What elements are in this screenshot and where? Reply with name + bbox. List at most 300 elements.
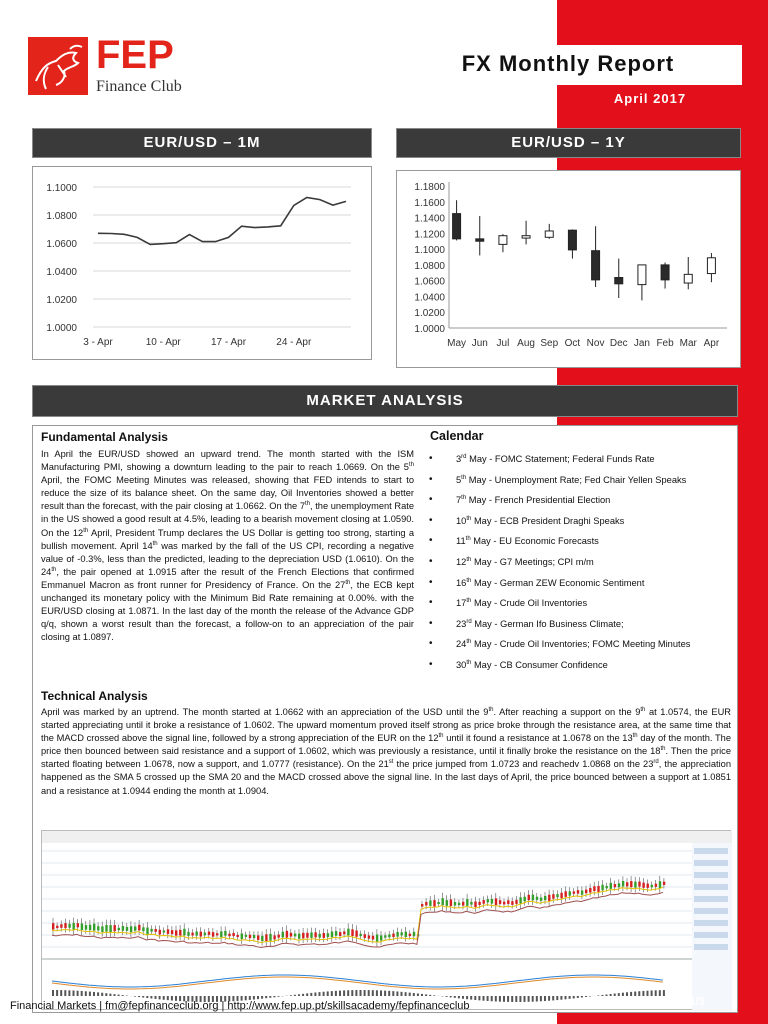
candle-body bbox=[282, 932, 284, 938]
calendar-item bbox=[429, 452, 739, 473]
candle-body bbox=[661, 265, 669, 280]
macd-histogram-bar bbox=[425, 994, 427, 996]
candle-body bbox=[655, 884, 657, 887]
macd-histogram-bar bbox=[532, 996, 534, 1002]
chart-1m bbox=[32, 166, 372, 360]
macd-histogram-bar bbox=[384, 991, 386, 996]
price-tag bbox=[694, 920, 728, 926]
x-tick-label: Nov bbox=[586, 338, 605, 349]
macd-histogram-bar bbox=[97, 992, 99, 996]
candle-body bbox=[519, 897, 521, 903]
macd-histogram-bar bbox=[585, 996, 587, 997]
candle-body bbox=[171, 930, 173, 934]
macd-histogram-bar bbox=[618, 993, 620, 996]
macd-histogram-bar bbox=[77, 991, 79, 996]
macd-histogram-bar bbox=[597, 995, 599, 996]
candle-body bbox=[319, 934, 321, 938]
candle-body bbox=[286, 931, 288, 938]
bull-logo-icon bbox=[28, 37, 88, 95]
candle-body bbox=[155, 929, 157, 932]
candle-body bbox=[376, 935, 378, 942]
candle-body bbox=[269, 934, 271, 941]
candle-body bbox=[707, 258, 715, 274]
macd-histogram-bar bbox=[101, 993, 103, 996]
footer-text: Financial Markets | fm@fepfinanceclub.org | http://www.fep.up.pt/skillsacademy/fepfinanceclub bbox=[10, 1000, 470, 1012]
candle-body bbox=[364, 934, 366, 938]
candle-body bbox=[142, 927, 144, 931]
candle-body bbox=[183, 929, 185, 936]
macd-histogram-bar bbox=[446, 996, 448, 997]
fundamental-text: In April the EUR/USD showed an upward trend. The month started with the ISM Manufacturing PMI, showing a downturn leading to the pair to reach 1.0669. On the 5th April, the FOMC Meeting Minutes was released, showing that FED intends to start to reduce the size of its balance sheet. On the same day, Oil Inventories showed a better result than the forecast, with the pair closing at 1.0662. On the 7th, the unemployment Rate in the US showed a good result at 4.5%, leading to a bearish movement closing at 1.0590. On the 12th April, President Trump declares the US Dollar is getting too strong, starting a bullish movement. April 14th was marked by the fall of the US CPI, recording a negative value of -0.3%, less than the predicted, leading to the depreciation USD (1.0610). On the 24th, the pair opened at 1.0915 after the result of the French Elections that confirmed Emmanuel Macron as front runner for Presidency of France. On the 27th, the ECB kept unchanged its monetary policy with the Minimum Bid Rate remaining at 0.00%. with the EUR/USD closing at 1.0871. In the last day of the month the release of the Advance GDP q/q, shown a worst result than the forecast, a follow-on to an appreciation of the pair closing at 1.0897. bbox=[41, 449, 414, 643]
candle-body bbox=[118, 928, 120, 930]
macd-histogram-bar bbox=[491, 996, 493, 1001]
candle-body bbox=[200, 932, 202, 937]
macd-histogram-bar bbox=[360, 990, 362, 996]
candle-body bbox=[601, 885, 603, 891]
candle-body bbox=[360, 934, 362, 936]
calendar-item-text: 12th May - G7 Meetings; CPI m/m bbox=[456, 556, 594, 567]
candle-body bbox=[446, 900, 448, 906]
candle-body bbox=[565, 891, 567, 897]
candle-body bbox=[93, 924, 95, 931]
y-tick-label: 1.0600 bbox=[46, 239, 77, 250]
candle-body bbox=[298, 934, 300, 939]
price-tag bbox=[694, 896, 728, 902]
macd-histogram-bar bbox=[314, 993, 316, 996]
x-tick-label: Jul bbox=[496, 338, 510, 349]
macd-histogram-bar bbox=[536, 996, 538, 1002]
macd-histogram-bar bbox=[503, 996, 505, 1002]
bullet-icon: • bbox=[429, 576, 433, 588]
macd-histogram-bar bbox=[610, 994, 612, 996]
macd-histogram-bar bbox=[626, 992, 628, 996]
macd-histogram-bar bbox=[511, 996, 513, 1002]
macd-histogram-bar bbox=[146, 996, 148, 998]
y-tick-label: 1.1800 bbox=[414, 182, 445, 193]
candle-body bbox=[684, 274, 692, 283]
page-number: Page 1/3 bbox=[660, 996, 705, 1008]
macd-histogram-bar bbox=[298, 994, 300, 996]
candle-body bbox=[401, 932, 403, 935]
macd-histogram-bar bbox=[478, 996, 480, 1000]
candle-body bbox=[577, 890, 579, 893]
candle-body bbox=[540, 898, 542, 901]
candle-body bbox=[528, 895, 530, 900]
macd-histogram-bar bbox=[257, 996, 259, 999]
candle-body bbox=[368, 935, 370, 938]
macd-histogram-bar bbox=[142, 996, 144, 998]
bullet-icon: • bbox=[429, 617, 433, 629]
macd-histogram-bar bbox=[302, 994, 304, 996]
candle-body bbox=[499, 900, 501, 904]
candle-body bbox=[499, 236, 507, 245]
candle-body bbox=[474, 902, 476, 908]
calendar-list bbox=[429, 452, 739, 679]
bullet-icon: • bbox=[429, 658, 433, 670]
calendar-item-text: 30th May - CB Consumer Confidence bbox=[456, 659, 608, 670]
candle-body bbox=[651, 885, 653, 887]
macd-histogram-bar bbox=[544, 996, 546, 1001]
candle-body bbox=[159, 930, 161, 935]
candle-body bbox=[146, 928, 148, 935]
candle-body bbox=[647, 884, 649, 888]
candle-body bbox=[52, 923, 54, 929]
macd-histogram-bar bbox=[556, 996, 558, 1000]
sma20-line bbox=[52, 892, 663, 947]
candle-body bbox=[638, 882, 640, 887]
candle-body bbox=[458, 903, 460, 905]
x-tick-label: Apr bbox=[703, 338, 720, 349]
macd-histogram-bar bbox=[519, 996, 521, 1002]
candle-body bbox=[622, 881, 624, 886]
y-tick-label: 1.0400 bbox=[414, 292, 445, 304]
y-tick-label: 1.0200 bbox=[414, 308, 445, 320]
x-tick-label: May bbox=[447, 338, 467, 349]
candle-body bbox=[339, 932, 341, 936]
candle-body bbox=[556, 894, 558, 897]
calendar-item-text: 5th May - Unemployment Rate; Fed Chair Yellen Speaks bbox=[456, 474, 687, 485]
macd-histogram-bar bbox=[388, 991, 390, 996]
candle-body bbox=[560, 893, 562, 898]
macd-histogram-bar bbox=[150, 996, 152, 998]
macd-histogram-bar bbox=[319, 992, 321, 996]
candle-body bbox=[413, 932, 415, 936]
macd-histogram-bar bbox=[565, 996, 567, 999]
technical-chart-svg bbox=[42, 831, 732, 1011]
candle-body bbox=[522, 236, 530, 238]
candle-body bbox=[392, 933, 394, 937]
x-tick-label: Sep bbox=[540, 338, 559, 349]
technical-heading: Technical Analysis bbox=[41, 689, 148, 703]
candle-body bbox=[450, 899, 452, 906]
macd-histogram-bar bbox=[622, 993, 624, 996]
calendar-item-text: 23rd May - German Ifo Business Climate; bbox=[456, 618, 624, 629]
candle-body bbox=[524, 897, 526, 902]
candle-body bbox=[179, 930, 181, 936]
macd-histogram-bar bbox=[515, 996, 517, 1002]
macd-histogram-bar bbox=[417, 993, 419, 996]
macd-histogram-bar bbox=[253, 996, 255, 1000]
candle-body bbox=[114, 925, 116, 931]
calendar-item-text: 24th May - Crude Oil Inventories; FOMC Meeting Minutes bbox=[456, 639, 691, 650]
macd-histogram-bar bbox=[73, 991, 75, 996]
macd-histogram-bar bbox=[85, 991, 87, 996]
candle-body bbox=[589, 888, 591, 892]
macd-histogram-bar bbox=[552, 996, 554, 1000]
macd-histogram-bar bbox=[306, 993, 308, 996]
macd-histogram-bar bbox=[638, 991, 640, 996]
macd-histogram-bar bbox=[364, 990, 366, 996]
candle-body bbox=[454, 902, 456, 906]
candle-body bbox=[294, 934, 296, 937]
macd-histogram-bar bbox=[462, 996, 464, 999]
calendar-item bbox=[429, 658, 739, 679]
bullet-icon: • bbox=[429, 514, 433, 526]
market-analysis-header: MARKET ANALYSIS bbox=[32, 385, 738, 417]
candle-body bbox=[138, 925, 140, 931]
macd-histogram-bar bbox=[327, 991, 329, 996]
candle-body bbox=[487, 899, 489, 902]
candle-body bbox=[491, 899, 493, 904]
macd-histogram-bar bbox=[134, 996, 136, 997]
macd-histogram-bar bbox=[647, 991, 649, 996]
candle-body bbox=[163, 930, 165, 932]
candle-body bbox=[261, 936, 263, 941]
macd-histogram-bar bbox=[651, 990, 653, 996]
candle-body bbox=[73, 923, 75, 930]
candle-body bbox=[109, 925, 111, 932]
candle-body bbox=[593, 886, 595, 891]
macd-histogram-bar bbox=[343, 990, 345, 996]
candle-body bbox=[64, 923, 66, 928]
candle-body bbox=[425, 902, 427, 906]
macd-histogram-bar bbox=[409, 993, 411, 996]
macd-histogram-bar bbox=[396, 991, 398, 996]
price-tag bbox=[694, 944, 728, 950]
candle-body bbox=[212, 932, 214, 937]
candle-body bbox=[302, 933, 304, 939]
candle-body bbox=[618, 883, 620, 887]
y-tick-label: 1.0600 bbox=[414, 276, 445, 288]
candle-body bbox=[532, 895, 534, 901]
calendar-item bbox=[429, 637, 739, 658]
calendar-item bbox=[429, 555, 739, 576]
candle-body bbox=[204, 933, 206, 936]
price-tag bbox=[694, 860, 728, 866]
candle-body bbox=[663, 882, 665, 885]
candle-body bbox=[466, 899, 468, 906]
y-tick-label: 1.1400 bbox=[414, 213, 445, 225]
technical-chart-screenshot bbox=[41, 830, 731, 1010]
y-tick-label: 1.1200 bbox=[414, 229, 445, 241]
macd-histogram-bar bbox=[265, 996, 267, 998]
candle-body bbox=[515, 900, 517, 904]
candle-body bbox=[278, 935, 280, 938]
macd-histogram-bar bbox=[351, 990, 353, 996]
candle-body bbox=[290, 933, 292, 937]
candle-body bbox=[77, 923, 79, 927]
macd-histogram-bar bbox=[339, 991, 341, 996]
macd-histogram-bar bbox=[601, 995, 603, 996]
candle-body bbox=[544, 896, 546, 900]
calendar-item bbox=[429, 514, 739, 535]
x-tick-label: 24 - Apr bbox=[276, 337, 312, 348]
candle-body bbox=[421, 904, 423, 906]
candle-body bbox=[552, 894, 554, 898]
candle-body bbox=[134, 926, 136, 930]
calendar-item-text: 3rd May - FOMC Statement; Federal Funds Rate bbox=[456, 453, 655, 464]
candle-body bbox=[130, 926, 132, 932]
x-tick-label: Mar bbox=[679, 338, 697, 349]
chart-1m-svg bbox=[33, 167, 373, 361]
calendar-item-text: 17th May - Crude Oil Inventories bbox=[456, 598, 588, 609]
candle-body bbox=[347, 929, 349, 936]
calendar-item bbox=[429, 473, 739, 494]
candle-body bbox=[208, 932, 210, 935]
macd-histogram-bar bbox=[273, 996, 275, 997]
macd-line bbox=[52, 975, 663, 987]
macd-histogram-bar bbox=[614, 994, 616, 996]
candle-body bbox=[335, 931, 337, 936]
fep-logo bbox=[28, 33, 208, 103]
candle-body bbox=[187, 932, 189, 936]
macd-histogram-bar bbox=[355, 990, 357, 996]
x-tick-label: 17 - Apr bbox=[211, 337, 247, 348]
candle-body bbox=[626, 882, 628, 886]
price-tag bbox=[694, 848, 728, 854]
y-tick-label: 1.0800 bbox=[46, 211, 77, 222]
y-tick-label: 1.0400 bbox=[46, 267, 77, 278]
candle-body bbox=[437, 902, 439, 904]
y-tick-label: 1.1600 bbox=[414, 197, 445, 209]
candle-body bbox=[126, 927, 128, 931]
macd-histogram-bar bbox=[155, 996, 157, 999]
y-tick-label: 1.0800 bbox=[414, 260, 445, 272]
macd-histogram-bar bbox=[470, 996, 472, 1000]
macd-histogram-bar bbox=[60, 990, 62, 996]
series-line-eurusd bbox=[98, 198, 346, 245]
macd-histogram-bar bbox=[606, 994, 608, 996]
candle-body bbox=[224, 931, 226, 936]
macd-histogram-bar bbox=[261, 996, 263, 999]
candle-body bbox=[388, 934, 390, 937]
calendar-item-text: 16th May - German ZEW Economic Sentiment bbox=[456, 577, 645, 588]
x-tick-label: 10 - Apr bbox=[145, 337, 181, 348]
candle-body bbox=[614, 884, 616, 887]
macd-histogram-bar bbox=[294, 995, 296, 996]
candle-body bbox=[503, 902, 505, 905]
calendar-item-text: 7th May - French Presidential Election bbox=[456, 495, 611, 506]
macd-histogram-bar bbox=[413, 993, 415, 996]
y-tick-label: 1.1000 bbox=[46, 183, 77, 194]
macd-histogram-bar bbox=[323, 992, 325, 996]
macd-histogram-bar bbox=[290, 995, 292, 996]
macd-histogram-bar bbox=[310, 993, 312, 996]
candle-body bbox=[228, 934, 230, 937]
candle-body bbox=[237, 935, 239, 937]
macd-histogram-bar bbox=[93, 992, 95, 996]
macd-histogram-bar bbox=[392, 991, 394, 996]
macd-histogram-bar bbox=[52, 990, 54, 996]
bullet-icon: • bbox=[429, 597, 433, 609]
price-tag bbox=[694, 872, 728, 878]
macd-histogram-bar bbox=[433, 995, 435, 996]
logo-wordmark: FEP bbox=[96, 33, 174, 77]
price-tag bbox=[694, 932, 728, 938]
macd-histogram-bar bbox=[630, 992, 632, 996]
macd-histogram-bar bbox=[474, 996, 476, 1000]
candle-body bbox=[101, 926, 103, 932]
macd-histogram-bar bbox=[331, 991, 333, 996]
macd-histogram-bar bbox=[581, 996, 583, 997]
candle-body bbox=[81, 924, 83, 930]
macd-histogram-bar bbox=[528, 996, 530, 1002]
market-analysis-panel bbox=[32, 425, 738, 1013]
macd-histogram-bar bbox=[577, 996, 579, 998]
macd-histogram-bar bbox=[524, 996, 526, 1002]
candle-body bbox=[175, 930, 177, 935]
candle-body bbox=[569, 891, 571, 895]
report-date: April 2017 bbox=[613, 91, 687, 106]
candle-body bbox=[273, 935, 275, 939]
candle-body bbox=[536, 897, 538, 900]
candle-body bbox=[548, 895, 550, 901]
calendar-item-text: 10th May - ECB President Draghi Speaks bbox=[456, 515, 625, 526]
macd-histogram-bar bbox=[569, 996, 571, 999]
candle-body bbox=[597, 886, 599, 892]
macd-histogram-bar bbox=[499, 996, 501, 1002]
candle-body bbox=[429, 900, 431, 905]
candle-body bbox=[249, 935, 251, 938]
candle-body bbox=[331, 931, 333, 937]
candle-body bbox=[241, 933, 243, 939]
calendar-item bbox=[429, 534, 739, 555]
candle-body bbox=[405, 932, 407, 937]
macd-histogram-bar bbox=[372, 990, 374, 996]
candle-body bbox=[372, 936, 374, 940]
candle-body bbox=[545, 231, 553, 237]
macd-histogram-bar bbox=[68, 990, 70, 996]
candle-body bbox=[659, 881, 661, 888]
candle-body bbox=[245, 935, 247, 937]
bullet-icon: • bbox=[429, 555, 433, 567]
candle-body bbox=[511, 901, 513, 905]
macd-histogram-bar bbox=[405, 992, 407, 996]
bullet-icon: • bbox=[429, 473, 433, 485]
macd-histogram-bar bbox=[483, 996, 485, 1001]
bullet-icon: • bbox=[429, 638, 433, 650]
candle-body bbox=[433, 900, 435, 906]
chart-toolbar bbox=[42, 831, 732, 843]
technical-text: April was marked by an uptrend. The month started at 1.0662 with an appreciation of the USD until the 9th. After reaching a support on the 9th at 1.0574, the EUR started appreciating until it broke a resistance of 1.0602. The upward momentum proved itself strong as price broke through the resistance area, at the same time that the MACD crossed above the signal line, followed by a strong appreciation of the EUR on the 12th until it found a resistance at 1.0678 on the 13th day of the month. The price then bounced between said resistance and a support of 1.0602, which was previously a resistance, until it finally broke the resistance on the 18th. Then the price started floating between 1.0678, now a support, and 1.0777 (resistance). On the 21st the price jumped from 1.0723 and reachedv 1.0868 on the 23rd, the appreciation happened as the SMA 5 crossed up the SMA 20 and the MACD crossed above the signal line. In the last days of April, the price bounced between a support at 1.0851 and a resistance at 1.0944 ending the month at 1.0904. bbox=[41, 706, 731, 796]
price-scale-panel bbox=[692, 843, 732, 1011]
macd-histogram-bar bbox=[347, 990, 349, 996]
candle-body bbox=[265, 934, 267, 941]
candle-body bbox=[232, 933, 234, 936]
candle-body bbox=[85, 925, 87, 929]
chart2-header: EUR/USD – 1Y bbox=[396, 128, 741, 158]
macd-histogram-bar bbox=[81, 991, 83, 996]
candle-body bbox=[453, 214, 461, 239]
candle-body bbox=[610, 883, 612, 889]
candle-body bbox=[568, 230, 576, 250]
candle-body bbox=[478, 902, 480, 905]
fundamental-heading: Fundamental Analysis bbox=[41, 430, 168, 444]
candle-body bbox=[150, 929, 152, 932]
candle-body bbox=[191, 933, 193, 936]
candle-body bbox=[638, 265, 646, 285]
candle-body bbox=[310, 932, 312, 938]
macd-histogram-bar bbox=[642, 991, 644, 996]
macd-histogram-bar bbox=[368, 990, 370, 996]
candle-body bbox=[409, 934, 411, 936]
macd-histogram-bar bbox=[89, 992, 91, 996]
macd-histogram-bar bbox=[376, 990, 378, 996]
candle-body bbox=[306, 933, 308, 938]
macd-histogram-bar bbox=[655, 990, 657, 996]
x-tick-label: Feb bbox=[656, 338, 674, 349]
candle-body bbox=[68, 924, 70, 928]
macd-histogram-bar bbox=[401, 992, 403, 996]
macd-histogram-bar bbox=[487, 996, 489, 1001]
candle-body bbox=[327, 933, 329, 937]
x-tick-label: Jun bbox=[471, 338, 488, 349]
candle-body bbox=[581, 890, 583, 894]
y-tick-label: 1.0000 bbox=[46, 323, 77, 334]
candle-body bbox=[343, 931, 345, 934]
candle-body bbox=[122, 926, 124, 931]
y-tick-label: 1.0000 bbox=[414, 324, 445, 335]
